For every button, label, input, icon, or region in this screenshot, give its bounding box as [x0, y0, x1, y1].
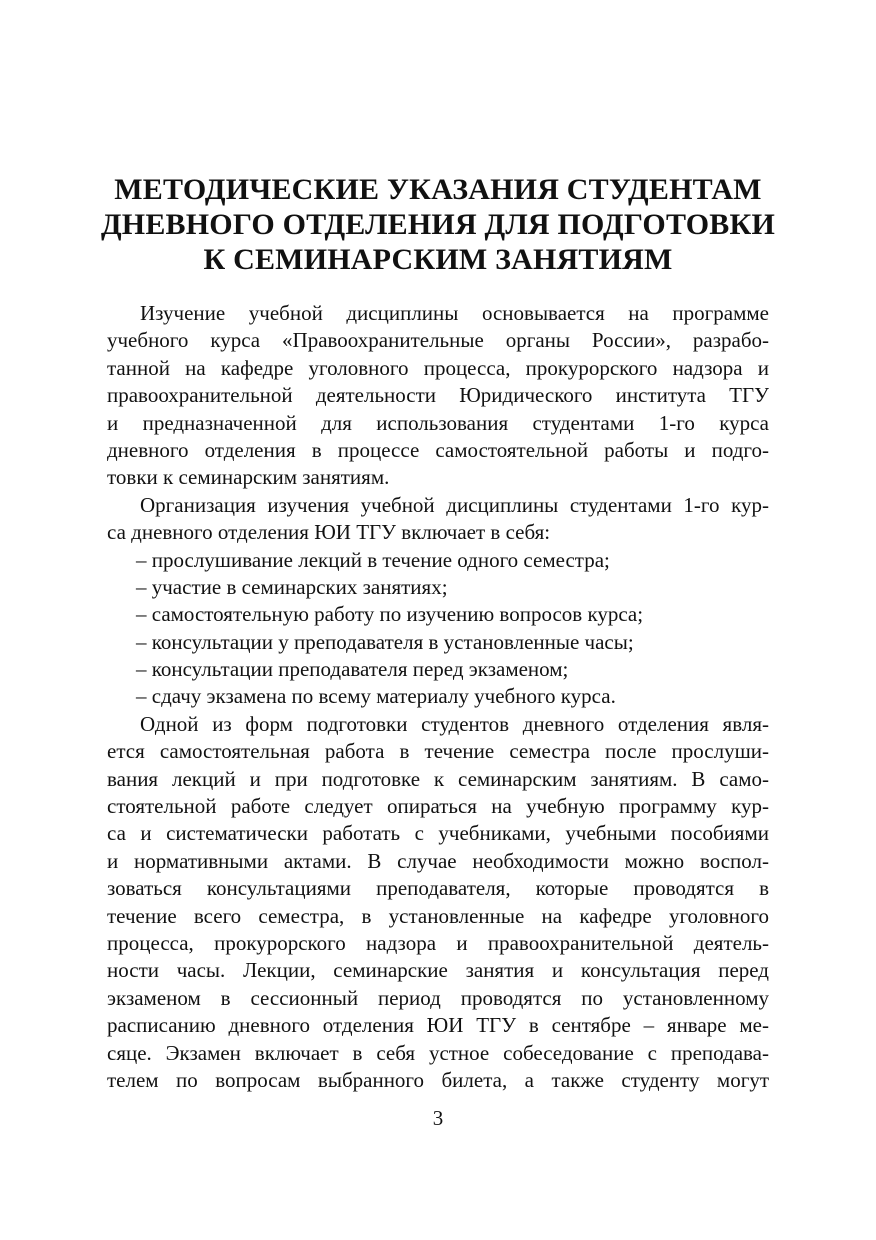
paragraph-line: телем по вопросам выбранного билета, а также студенту могут	[107, 1067, 769, 1092]
paragraph-line: процесса, прокурорского надзора и правоохранительной деятель-	[107, 930, 769, 955]
list-item: – прослушивание лекций в течение одного семестра;	[136, 547, 610, 572]
paragraph-line: вания лекций и при подготовке к семинарским занятиям. В само-	[107, 766, 769, 791]
paragraph-line: Изучение учебной дисциплины основывается на программе	[140, 301, 769, 325]
document-body	[107, 300, 769, 1094]
paragraph-line: дневного отделения в процессе самостоятельной работы и подго-	[107, 437, 769, 462]
paragraph-line: товки к семинарским занятиям.	[107, 465, 390, 490]
list-item: – самостоятельную работу по изучению вопросов курса;	[136, 602, 644, 627]
paragraph-line: ется самостоятельная работа в течение семестра после прослуши-	[107, 739, 769, 764]
paragraph-line: расписанию дневного отделения ЮИ ТГУ в сентябре – январе ме-	[107, 1013, 769, 1038]
paragraph-line: и нормативными актами. В случае необходимости можно воспол-	[107, 848, 769, 873]
list-item: – консультации преподавателя перед экзаменом;	[136, 657, 569, 682]
paragraph-line: Одной из форм подготовки студентов дневного отделения явля-	[140, 711, 769, 736]
list-item: – сдачу экзамена по всему материалу учебного курса.	[136, 684, 616, 709]
paragraph-line: экзаменом в сессионный период проводятся по установленному	[107, 985, 769, 1010]
paragraph-line: учебного курса «Правоохранительные органы России», разрабо-	[107, 328, 769, 353]
paragraph-line: стоятельной работе следует опираться на учебную программу кур-	[107, 794, 769, 819]
paragraph-line: правоохранительной деятельности Юридического института ТГУ	[107, 383, 769, 408]
title-line: МЕТОДИЧЕСКИЕ УКАЗАНИЯ СТУДЕНТАМ	[114, 173, 762, 206]
paragraph-line: течение всего семестра, в установленные на кафедре уголовного	[107, 903, 769, 928]
paragraph-line: са дневного отделения ЮИ ТГУ включает в себя:	[107, 520, 551, 545]
paragraph-line: танной на кафедре уголовного процесса, прокурорского надзора и	[107, 355, 769, 380]
list-item: – участие в семинарских занятиях;	[136, 574, 448, 599]
paragraph-line: и предназначенной для использования студентами 1-го курса	[107, 410, 769, 435]
paragraph-line: зоваться консультациями преподавателя, которые проводятся в	[107, 876, 769, 901]
paragraph-line: сяце. Экзамен включает в себя устное собеседование с преподава-	[107, 1040, 769, 1065]
page-title	[100, 172, 776, 277]
list-item: – консультации у преподавателя в установленные часы;	[136, 629, 634, 654]
paragraph-line: ности часы. Лекции, семинарские занятия и консультация перед	[107, 958, 769, 983]
title-line: К СЕМИНАРСКИМ ЗАНЯТИЯМ	[203, 243, 673, 276]
paragraph-line: са и систематически работать с учебниками, учебными пособиями	[107, 821, 769, 846]
page-number: 3	[432, 1106, 444, 1130]
title-line: ДНЕВНОГО ОТДЕЛЕНИЯ ДЛЯ ПОДГОТОВКИ	[100, 208, 776, 241]
paragraph-line: Организация изучения учебной дисциплины студентами 1-го кур-	[140, 492, 769, 517]
